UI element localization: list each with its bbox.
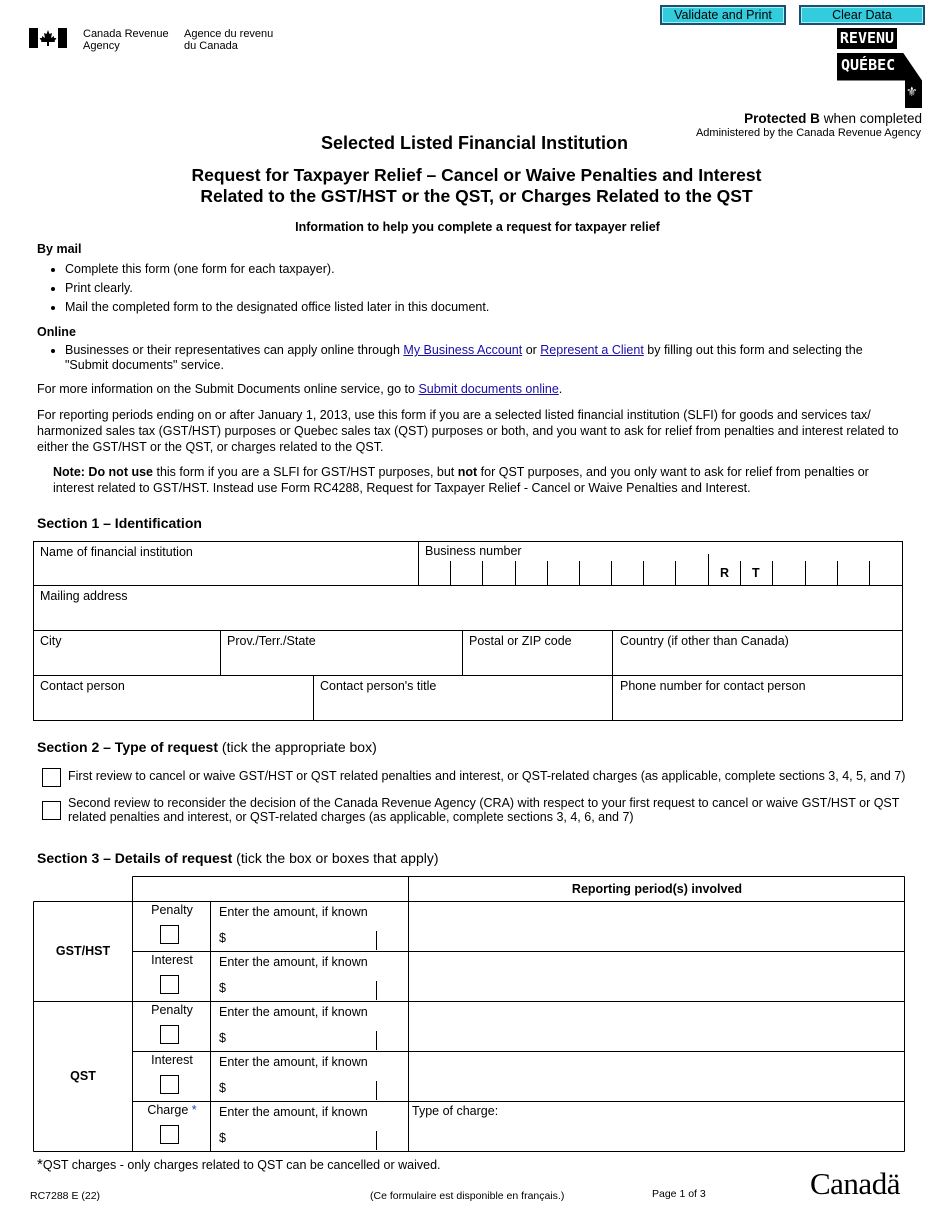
- bn-r-label: R: [720, 566, 730, 580]
- gst-penalty-label: Penalty: [151, 903, 193, 917]
- by-mail-heading: By mail: [37, 242, 82, 256]
- amount-label: Enter the amount, if known: [219, 1005, 368, 1019]
- qst-charge-checkbox[interactable]: [160, 1125, 179, 1144]
- administered-by: Administered by the Canada Revenue Agency: [695, 127, 921, 139]
- clear-data-button[interactable]: Clear Data: [799, 5, 925, 25]
- by-mail-list: [37, 262, 897, 319]
- type-of-charge-label: Type of charge:: [412, 1104, 499, 1118]
- qst-penalty-period-field[interactable]: [410, 1003, 902, 1049]
- gst-interest-period-field[interactable]: [410, 953, 902, 999]
- dollar-sign: $: [219, 1031, 226, 1045]
- more-info-text: For more information on the Submit Documents online service, go to Submit documents online.: [37, 382, 563, 396]
- validate-print-button[interactable]: Validate and Print: [660, 5, 786, 25]
- qst-label: QST: [70, 1069, 96, 1083]
- dollar-sign: $: [219, 981, 226, 995]
- agency-name-en: Canada Revenue Agency: [83, 28, 169, 52]
- revenu-quebec-logo: [836, 28, 922, 108]
- city-field[interactable]: [36, 651, 216, 673]
- gst-interest-amount-field[interactable]: [230, 979, 375, 999]
- gst-penalty-period-field[interactable]: [410, 903, 902, 949]
- qst-charges-footnote: *QST charges - only charges related to QST can be cancelled or waived.: [37, 1156, 441, 1173]
- amount-label: Enter the amount, if known: [219, 955, 368, 969]
- note-paragraph: Note: Do not use this form if you are a SLFI for GST/HST purposes, but not for QST purposes, and you only want to ask for relief from penalties or interest related to GST/HST. Instead use Form RC4288, Request for Taxpayer Relief - Cancel or Waive Penalties and Interest.: [53, 465, 869, 495]
- qst-charge-label: Charge *: [147, 1103, 197, 1117]
- dollar-sign: $: [219, 931, 226, 945]
- country-label: Country (if other than Canada): [620, 634, 789, 648]
- french-availability: (Ce formulaire est disponible en français.): [370, 1190, 565, 1202]
- country-field[interactable]: [615, 651, 900, 673]
- bn-t-label: T: [752, 566, 760, 580]
- fleur-de-lis-icon: ⚜: [906, 84, 918, 99]
- form-code: RC7288 E (22): [30, 1190, 101, 1202]
- contact-person-label: Contact person: [40, 679, 125, 693]
- business-number-field[interactable]: [420, 562, 706, 584]
- type-of-charge-field[interactable]: [410, 1120, 902, 1150]
- section1-title: Section 1 – Identification: [37, 515, 202, 531]
- my-business-account-link[interactable]: My Business Account: [403, 343, 523, 357]
- gst-interest-label: Interest: [151, 953, 193, 967]
- second-review-checkbox[interactable]: [42, 801, 61, 820]
- contact-title-label: Contact person's title: [320, 679, 437, 693]
- submit-documents-link[interactable]: Submit documents online: [418, 382, 559, 396]
- phone-label: Phone number for contact person: [620, 679, 806, 693]
- qst-interest-period-field[interactable]: [410, 1053, 902, 1099]
- form-title: Selected Listed Financial Institution: [321, 133, 629, 153]
- protected-b-label: Protected B when completed: [744, 111, 922, 126]
- qst-penalty-checkbox[interactable]: [160, 1025, 179, 1044]
- institution-name-field[interactable]: [36, 562, 414, 583]
- prov-field[interactable]: [223, 651, 459, 673]
- page-number: Page 1 of 3: [652, 1188, 706, 1200]
- qst-interest-amount-field[interactable]: [230, 1079, 375, 1099]
- reporting-paragraph: For reporting periods ending on or after January 1, 2013, use this form if you are a selected listed financial institution (SLFI) for goods and services tax/ harmonized sales tax (GST/HST) purposes or Quebec sales tax (QST) purposes or both, and you want to ask for relief from penalties and interest related to either the GST/HST or the QST, or charges related to the QST.: [37, 408, 899, 454]
- dollar-sign: $: [219, 1131, 226, 1145]
- list-item: • Complete this form (one form for each taxpayer).: [65, 262, 897, 277]
- info-heading: Information to help you complete a request for taxpayer relief: [295, 220, 660, 234]
- amount-label: Enter the amount, if known: [219, 1055, 368, 1069]
- phone-field[interactable]: [615, 696, 900, 718]
- online-list: [37, 343, 882, 377]
- gst-hst-label: GST/HST: [55, 944, 111, 958]
- mailing-address-label: Mailing address: [40, 589, 128, 603]
- section2-title: Section 2 – Type of request (tick the appropriate box): [37, 739, 377, 755]
- city-label: City: [40, 634, 62, 648]
- list-item: • Mail the completed form to the designated office listed later in this document.: [65, 300, 897, 315]
- contact-title-field[interactable]: [316, 696, 609, 718]
- first-review-label: First review to cancel or waive GST/HST or QST related penalties and interest, or QST-related charges (as applicable, complete sections 3, 4, 5, and 7): [68, 769, 906, 783]
- represent-a-client-link[interactable]: Represent a Client: [540, 343, 644, 357]
- prov-label: Prov./Terr./State: [227, 634, 316, 648]
- second-review-label: Second review to reconsider the decision of the Canada Revenue Agency (CRA) with respect to your first request to cancel or waive GST/HST or QST related penalties and interest, or QST-related charges (as applicable, complete sections 3, 4, 6, and 7): [68, 796, 900, 824]
- amount-label: Enter the amount, if known: [219, 1105, 368, 1119]
- mailing-address-field[interactable]: [36, 606, 900, 628]
- list-item: • Print clearly.: [65, 281, 897, 296]
- reporting-period-header: Reporting period(s) involved: [571, 882, 743, 896]
- section3-title: Section 3 – Details of request (tick the box or boxes that apply): [37, 850, 439, 866]
- gst-penalty-checkbox[interactable]: [160, 925, 179, 944]
- postal-label: Postal or ZIP code: [469, 634, 572, 648]
- contact-person-field[interactable]: [36, 696, 310, 718]
- business-number-label: Business number: [425, 544, 522, 558]
- agency-name-fr: Agence du revenu du Canada: [184, 28, 274, 52]
- qst-interest-label: Interest: [151, 1053, 193, 1067]
- qst-penalty-amount-field[interactable]: [230, 1029, 375, 1049]
- first-review-checkbox[interactable]: [42, 768, 61, 787]
- list-item: • Businesses or their representatives can apply online through My Business Account or Represent a Client by filling out this form and selecting the "Submit documents" service.: [65, 343, 882, 373]
- qst-penalty-label: Penalty: [151, 1003, 193, 1017]
- dollar-sign: $: [219, 1081, 226, 1095]
- canada-wordmark: Canadä: [810, 1166, 900, 1201]
- business-number-account-field[interactable]: [774, 562, 900, 584]
- rq-logo-line2: QUÉBEC: [841, 56, 896, 74]
- request-title: Request for Taxpayer Relief – Cancel or Waive Penalties and Interest Related to the GST/HST or the QST, or Charges Related to the QST: [191, 165, 762, 206]
- amount-label: Enter the amount, if known: [219, 905, 368, 919]
- gst-penalty-amount-field[interactable]: [230, 929, 375, 949]
- institution-name-label: Name of financial institution: [40, 545, 193, 559]
- postal-field[interactable]: [465, 651, 609, 673]
- online-heading: Online: [37, 325, 76, 339]
- qst-charge-amount-field[interactable]: [230, 1129, 375, 1149]
- canada-flag-icon: [29, 28, 67, 48]
- rq-logo-line1: REVENU: [837, 28, 897, 49]
- gst-interest-checkbox[interactable]: [160, 975, 179, 994]
- required-asterisk: *: [191, 1103, 197, 1117]
- qst-interest-checkbox[interactable]: [160, 1075, 179, 1094]
